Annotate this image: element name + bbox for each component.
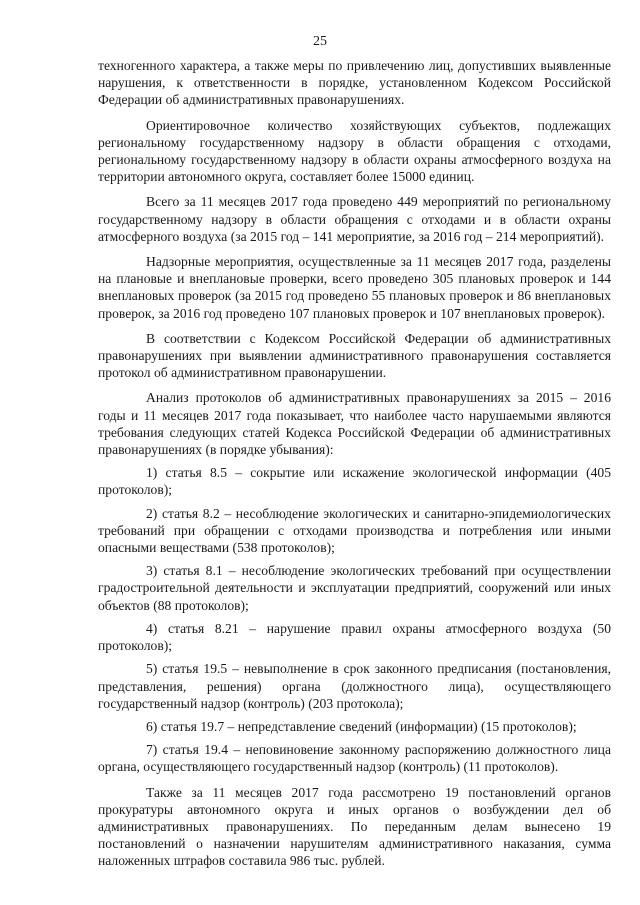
body-text <box>98 57 611 870</box>
paragraph-entities-count: Ориентировочное количество хозяйствующих субъектов, подлежащих региональному государственному надзору в области обращения с отходами, региональному государственному надзору в области охраны атмосферного воздуха на территории автономного округа, составляет более 15000 единиц. <box>98 117 611 185</box>
paragraph-inspections: Надзорные мероприятия, осуществленные за 11 месяцев 2017 года, разделены на плановые и внеплановые проверки, всего проведено 305 плановых проверок и 144 внеплановых проверок (за 2015 год проведено 55 плановых проверок и 86 внеплановых проверок, за 2016 год проведено 107 плановых проверок и 107 внеплановых проверок). <box>98 254 611 321</box>
paragraph-prosecutor-decisions: Также за 11 месяцев 2017 года рассмотрено 19 постановлений органов прокуратуры автономного округа и иных органов о возбуждении дел об административных правонарушениях. По переданным делам вынесено 19 постановлений о назначении нарушителям административного наказания, сумма наложенных штрафов составила 986 тыс. рублей. <box>98 784 611 869</box>
paragraph-protocol: В соответствии с Кодексом Российской Федерации об административных правонарушениях при выявлении административного правонарушения составляется протокол об административном правонарушении. <box>98 330 611 381</box>
page-number: 25 <box>313 34 327 49</box>
list-item: 4) статья 8.21 – нарушение правил охраны атмосферного воздуха (50 протоколов); <box>98 620 611 654</box>
paragraph-analysis: Анализ протоколов об административных правонарушениях за 2015 – 2016 годы и 11 месяцев 2017 года показывает, что наиболее часто нарушаемыми являются требования следующих статей Кодекса Российской Федерации об административных правонарушениях (в порядке убывания): <box>98 390 611 458</box>
list-item: 3) статья 8.1 – несоблюдение экологических требований при осуществлении градостроительной деятельности и эксплуатации предприятий, сооружений или иных объектов (88 протоколов); <box>98 563 611 613</box>
list-item: 2) статья 8.2 – несоблюдение экологических и санитарно-эпидемиологических требований при обращении с отходами производства и потребления или иными опасными веществами (538 протоколов); <box>98 505 611 556</box>
paragraph-continuation: техногенного характера, а также меры по привлечению лиц, допустивших выявленные нарушения, к ответственности в порядке, установленном Кодексом Российской Федерации об административных правонарушениях. <box>98 58 611 108</box>
list-item: 1) статья 8.5 – сокрытие или искажение экологической информации (405 протоколов); <box>98 465 611 498</box>
list-item: 7) статья 19.4 – неповиновение законному распоряжению должностного лица органа, осуществляющего государственный надзор (контроль) (11 протоколов). <box>98 742 611 775</box>
paragraph-events-total: Всего за 11 месяцев 2017 года проведено 449 мероприятий по региональному государственному надзору в области обращения с отходами и в области охраны атмосферного воздуха (за 2015 год – 141 мероприятие, за 2016 год – 214 мероприятий). <box>98 194 611 244</box>
list-item: 6) статья 19.7 – непредставление сведений (информации) (15 протоколов); <box>146 718 577 734</box>
list-item: 5) статья 19.5 – невыполнение в срок законного предписания (постановления, представления, решения) органа (должностного лица), осуществляющего государственный надзор (контроль) (203 протокола); <box>98 661 611 711</box>
